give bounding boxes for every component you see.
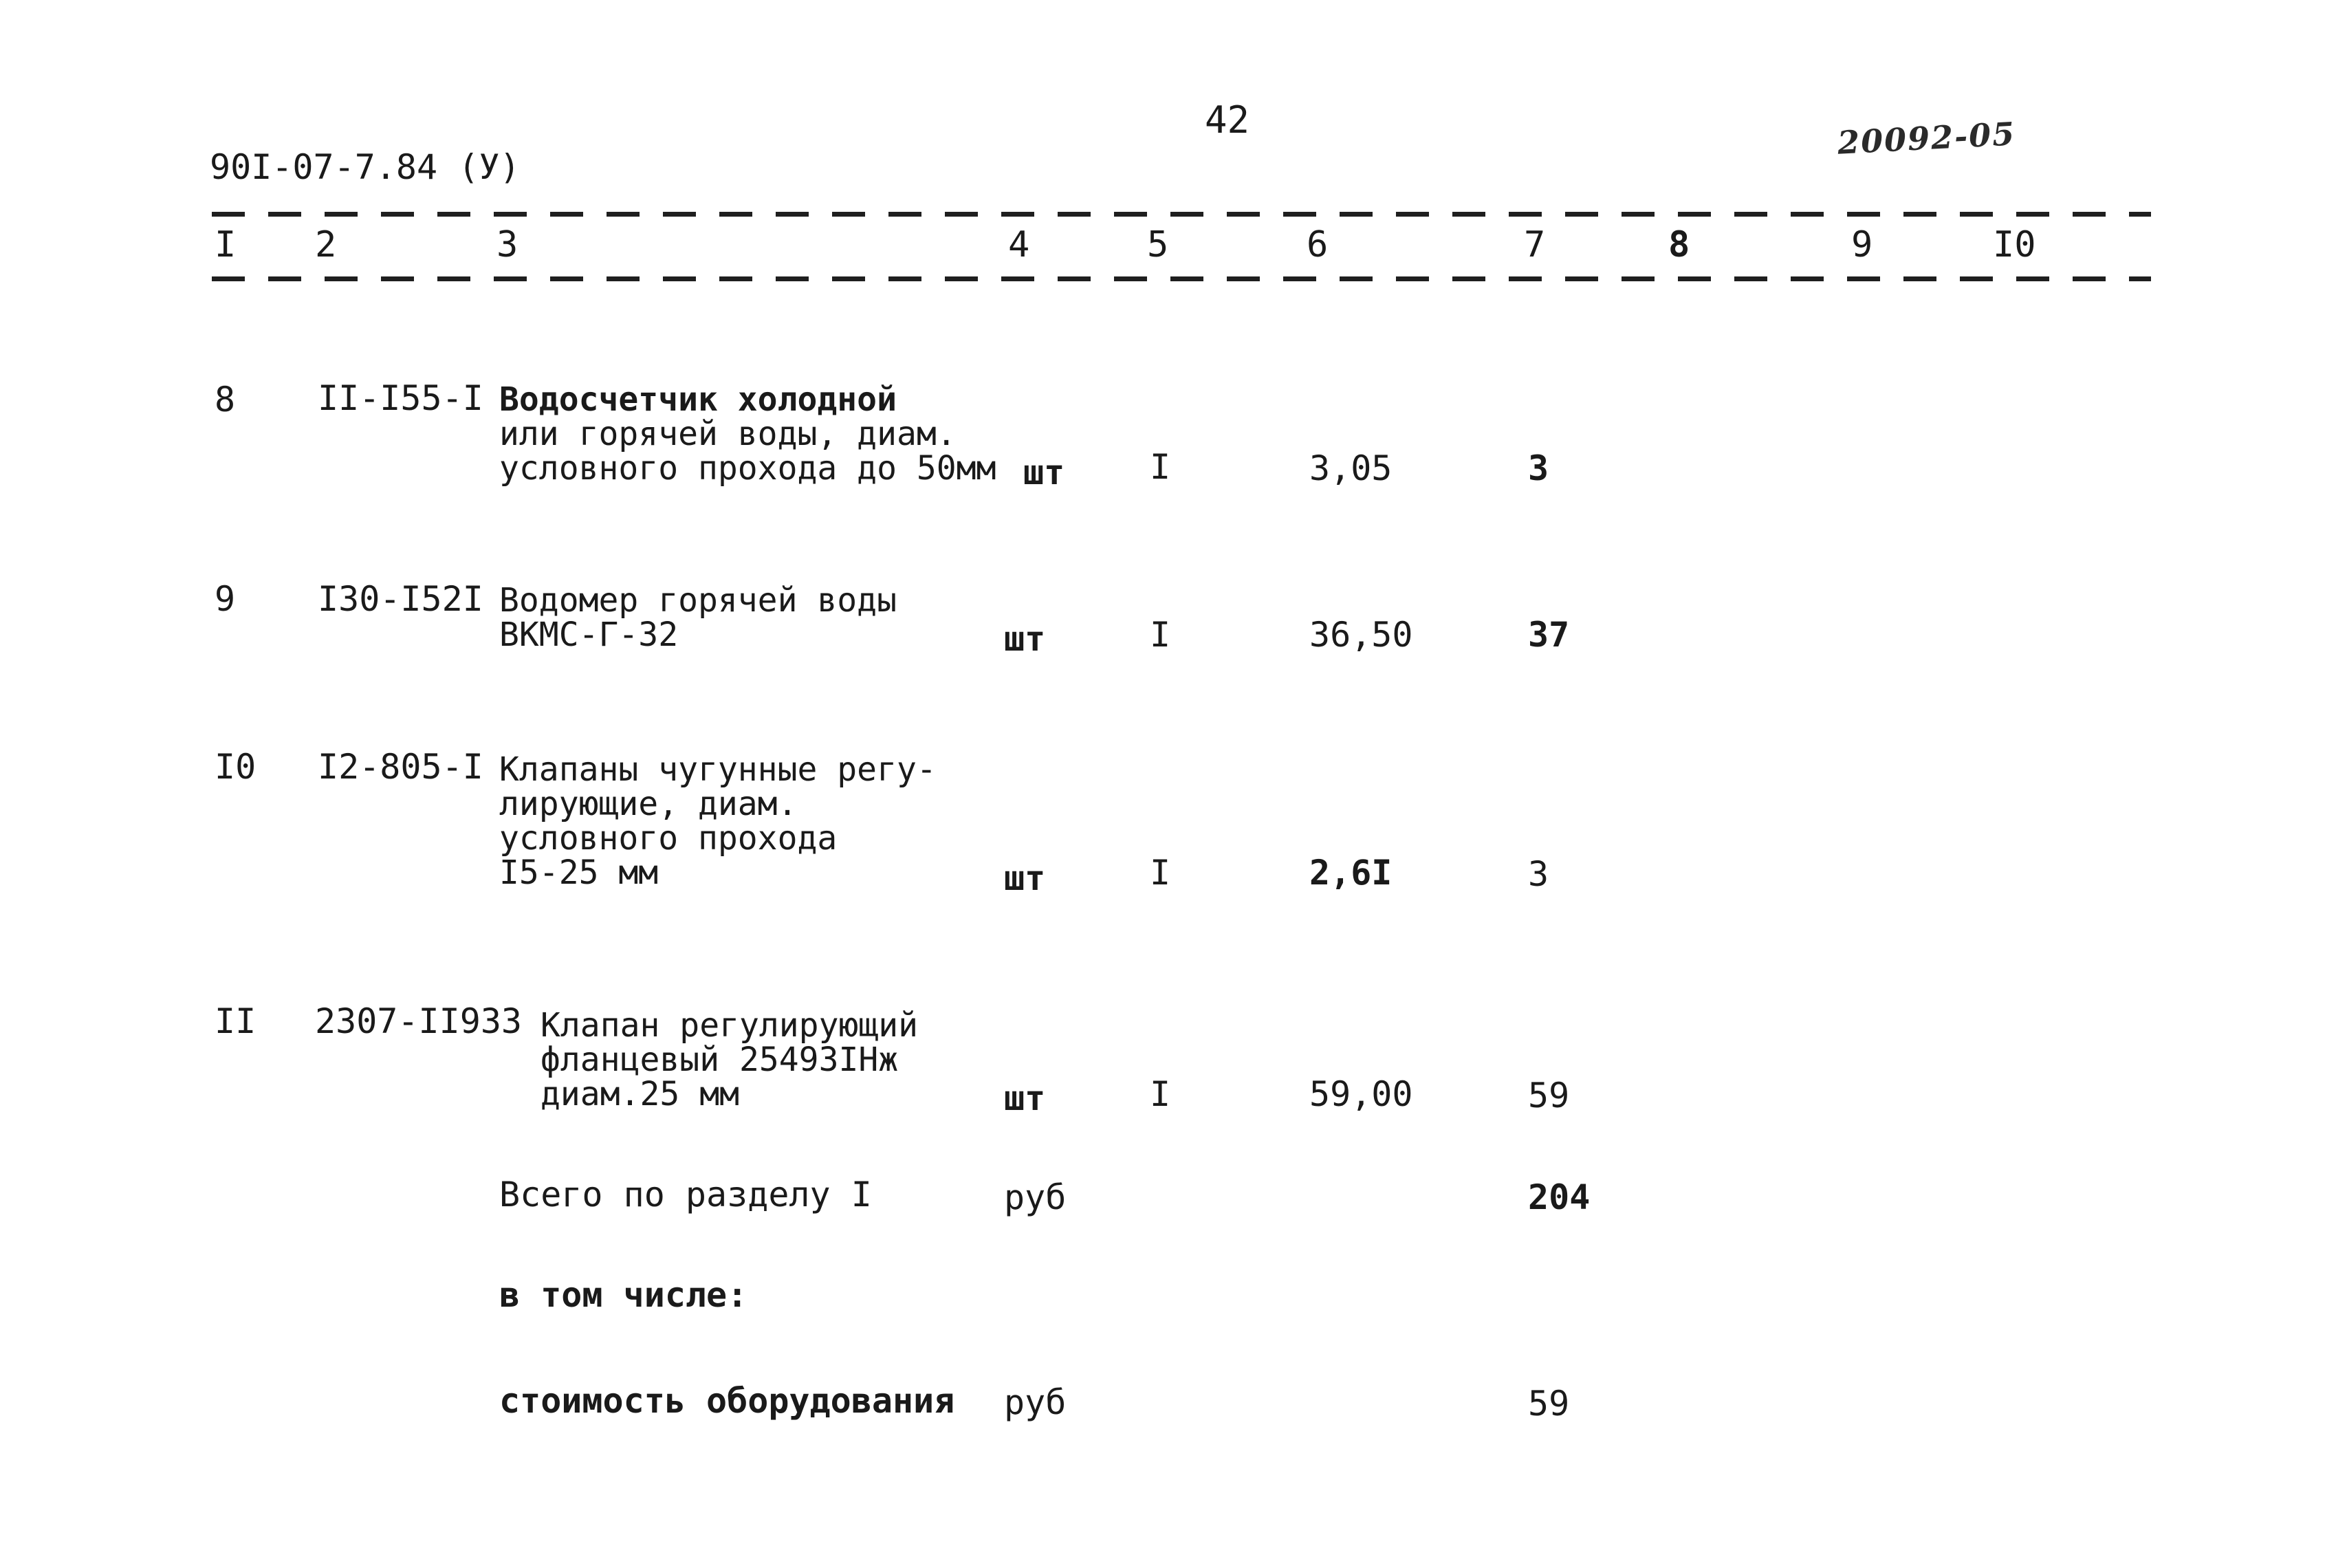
row-price: 59,00: [1309, 1074, 1413, 1114]
row-description: [499, 583, 897, 652]
row-total: 59: [1528, 1076, 1570, 1115]
equipment-cost-label: стоимость оборудования: [499, 1381, 955, 1421]
row-total: 3: [1528, 854, 1549, 894]
row-unit: шт: [1023, 453, 1065, 492]
description-line: лирующие, диам.: [499, 785, 798, 823]
row-description: [499, 382, 996, 486]
equipment-cost-unit: руб: [1004, 1382, 1067, 1422]
row-price: 2,6I: [1309, 853, 1393, 893]
description-line: I5-25 мм: [499, 853, 659, 892]
including-label: в том числе:: [499, 1275, 748, 1315]
description-line: фланцевый 25493IНж: [541, 1041, 899, 1079]
row-unit: шт: [1004, 1078, 1046, 1118]
column-header-5: 5: [1147, 224, 1169, 265]
description-line: Водосчетчик холодной: [499, 380, 897, 419]
row-unit: шт: [1004, 858, 1046, 898]
row-number: II: [215, 1001, 256, 1041]
row-description: [499, 752, 937, 890]
column-header-7: 7: [1524, 224, 1546, 265]
column-header-8: 8: [1668, 224, 1690, 265]
column-header-6: 6: [1307, 224, 1329, 265]
column-header-2: 2: [315, 224, 337, 265]
row-unit: шт: [1004, 619, 1046, 659]
description-line: Клапан регулирующий: [541, 1006, 919, 1045]
document-code: 90I-07-7.84 (У): [210, 147, 521, 187]
description-line: ВКМС-Г-32: [499, 616, 679, 654]
header-top-rule: [212, 212, 2151, 217]
row-total: 3: [1528, 448, 1549, 488]
row-code: I30-I52I: [318, 579, 483, 619]
row-quantity: I: [1150, 1074, 1171, 1114]
row-number: I0: [215, 747, 256, 787]
description-line: условного прохода до 50мм: [499, 449, 996, 488]
row-quantity: I: [1150, 447, 1171, 487]
row-total: 37: [1528, 615, 1570, 655]
column-header-10: I0: [1993, 224, 2036, 265]
row-number: 8: [215, 380, 236, 420]
header-bottom-rule: [212, 276, 2151, 281]
description-line: условного прохода: [499, 819, 838, 858]
row-price: 3,05: [1309, 448, 1393, 488]
section-total-label: Всего по разделу I: [499, 1175, 872, 1215]
row-code: 2307-II933: [315, 1001, 523, 1041]
row-code: II-I55-I: [318, 378, 483, 418]
equipment-cost-value: 59: [1528, 1384, 1570, 1424]
row-quantity: I: [1150, 853, 1171, 893]
column-header-4: 4: [1008, 224, 1030, 265]
description-line: Водомер горячей воды: [499, 581, 897, 620]
row-code: I2-805-I: [318, 747, 483, 787]
description-line: Клапаны чугунные регу-: [499, 750, 937, 789]
row-price: 36,50: [1309, 615, 1413, 655]
section-total-value: 204: [1528, 1177, 1591, 1217]
section-total-unit: руб: [1004, 1177, 1067, 1217]
column-header-9: 9: [1851, 224, 1873, 265]
description-line: или горячей воды, диам.: [499, 415, 957, 453]
row-quantity: I: [1150, 615, 1171, 655]
archive-stamp: 20092-05: [1836, 115, 2017, 162]
column-header-1: I: [215, 224, 237, 265]
column-header-3: 3: [496, 224, 518, 265]
description-line: диам.25 мм: [541, 1075, 739, 1113]
row-number: 9: [215, 579, 236, 619]
page-number: 42: [1205, 98, 1250, 142]
row-description: [541, 1008, 918, 1111]
